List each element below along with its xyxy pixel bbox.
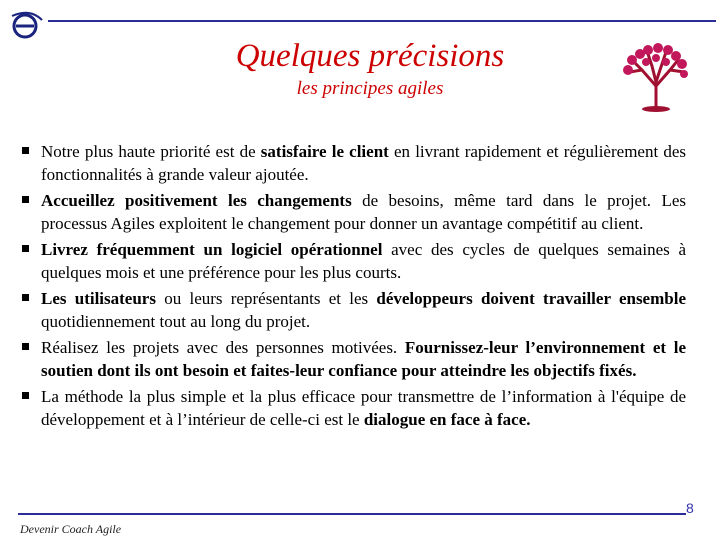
text-run: de besoins, même tard dans le projet. Les processus Agiles exploitent le changement pour donner un avantage compétitif au client. (41, 191, 686, 233)
text-run: ou leurs représentants et les (155, 289, 377, 308)
slide-title: Quelques précisions (235, 38, 505, 74)
list-item (22, 238, 686, 284)
list-item (22, 189, 686, 235)
text-run: Réalisez les projets avec des personnes motivées. (41, 338, 405, 357)
bullet-square-icon (22, 392, 29, 399)
bold-text: Accueillez positivement les changements (41, 191, 352, 210)
footer-text: Devenir Coach Agile (20, 522, 122, 536)
bullet-square-icon (22, 343, 29, 350)
text-run: avec des cycles de quelques semaines à quelques mois et une préférence pour les plus courts. (41, 240, 686, 282)
bold-text: Les utilisateurs (41, 289, 156, 308)
text-run: Notre plus haute priorité est de (41, 142, 261, 161)
list-item (22, 140, 686, 186)
bold-text: Fournissez-leur l’environnement et le soutien dont ils ont besoin et faites-leur confiance pour atteindre les objectifs fixés. (41, 338, 686, 380)
principles-list (22, 140, 686, 434)
list-item (22, 385, 686, 431)
page-number: 8 (686, 500, 694, 516)
bold-text: développeurs doivent travailler ensemble (376, 289, 686, 308)
bullet-square-icon (22, 147, 29, 154)
bold-text: Livrez fréquemment un logiciel opérationnel (41, 240, 383, 259)
bullet-square-icon (22, 245, 29, 252)
footer-divider (18, 513, 686, 515)
tree-icon (618, 42, 694, 114)
bold-text: satisfaire le client (260, 142, 389, 161)
bullet-square-icon (22, 294, 29, 301)
text-run: La méthode la plus simple et la plus efficace pour transmettre de l’information à l'équipe de développement et à l’intérieur de celle-ci est le (41, 387, 686, 429)
header-divider (48, 20, 716, 22)
slide-subtitle: les principes agiles (296, 78, 444, 99)
text-run: en livrant rapidement et régulièrement des fonctionnalités à grande valeur ajoutée. (41, 142, 687, 184)
list-item (22, 336, 686, 382)
list-item (22, 287, 686, 333)
bold-text: dialogue en face à face. (363, 410, 531, 429)
text-run: quotidiennement tout au long du projet. (41, 312, 311, 331)
bullet-square-icon (22, 196, 29, 203)
